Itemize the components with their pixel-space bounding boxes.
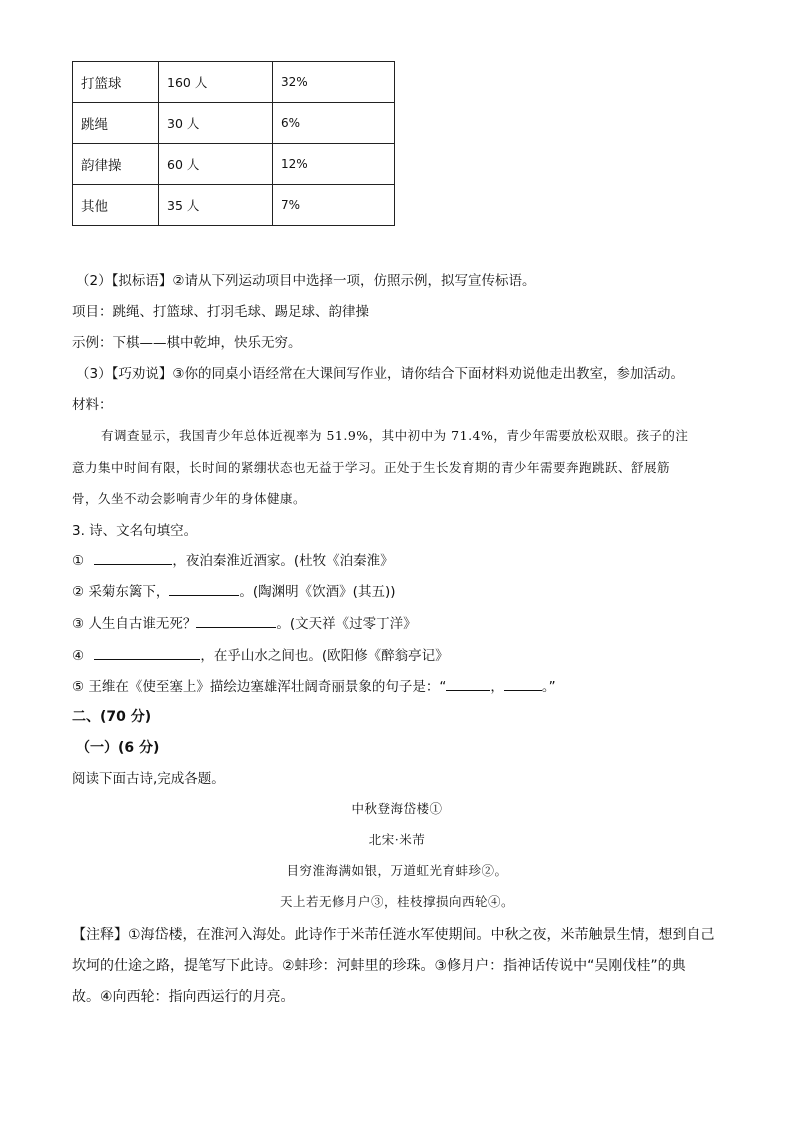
item-number: ⑤	[72, 679, 85, 695]
answer-blank[interactable]	[504, 678, 542, 691]
question-2-prompt: （2）【拟标语】②请从下列运动项目中选择一项，仿照示例，拟写宣传标语。	[76, 273, 536, 289]
poem-author: 北宋·米芾	[368, 832, 426, 847]
table-cell: 6%	[273, 103, 395, 144]
table-cell: 韵律操	[73, 144, 159, 185]
item-text: 。(陶渊明《饮酒》(其五))	[239, 584, 396, 600]
material-label: 材料：	[72, 397, 113, 413]
poem-line: 天上若无修月户③，桂枝撑损向西轮④。	[279, 894, 514, 909]
notes-line: 故。④向西轮：指向西运行的月亮。	[72, 989, 295, 1005]
question-3-prompt: （3）【巧劝说】③你的同桌小语经常在大课间写作业，请你结合下面材料劝说他走出教室，参加活动。	[76, 366, 684, 382]
item-text: 人生自古谁无死？	[88, 616, 197, 632]
item-number: ③	[72, 616, 85, 632]
poetry-heading: 3. 诗、文名句填空。	[72, 523, 198, 539]
answer-blank[interactable]	[94, 647, 200, 660]
section-2-title: 二、(70 分)	[72, 709, 152, 725]
table-row	[73, 144, 395, 185]
fill-item-1	[72, 549, 394, 569]
table-cell: 其他	[73, 185, 159, 226]
table-cell: 跳绳	[73, 103, 159, 144]
fill-item-2	[72, 580, 395, 600]
item-text: ，夜泊秦淮近酒家。(杜牧《泊秦淮》	[172, 553, 394, 569]
item-number: ①	[72, 553, 85, 569]
table-cell: 32%	[273, 62, 395, 103]
item-number: ④	[72, 648, 85, 664]
question-2-example: 示例：下棋——棋中乾坤，快乐无穷。	[72, 335, 302, 351]
answer-blank[interactable]	[196, 615, 276, 628]
table-row	[73, 103, 395, 144]
answer-blank[interactable]	[169, 583, 239, 596]
table-row	[73, 62, 395, 103]
material-text-line: 骨，久坐不动会影响青少年的身体健康。	[72, 491, 307, 506]
answer-blank[interactable]	[446, 678, 490, 691]
item-text: 王维在《使至塞上》描绘边塞雄浑壮阔奇丽景象的句子是：“	[88, 679, 447, 695]
item-text: ，在乎山水之间也。(欧阳修《醉翁亭记》	[200, 648, 449, 664]
notes-line: 坎坷的仕途之路，提笔写下此诗。②蚌珍：河蚌里的珍珠。③修月户：指神话传说中“吴刚伐桂”的典	[72, 958, 686, 974]
notes-line: 【注释】①海岱楼，在淮河入海处。此诗作于米芾任涟水军使期间。中秋之夜，米芾触景生情，想到自己	[72, 927, 715, 943]
item-text: 采菊东篱下，	[88, 584, 170, 600]
table-cell: 35 人	[159, 185, 273, 226]
table-cell: 打篮球	[73, 62, 159, 103]
poem-title: 中秋登海岱楼①	[351, 801, 443, 816]
item-text: 。”	[541, 679, 556, 695]
material-text-line: 有调查显示，我国青少年总体近视率为 51.9%，其中初中为 71.4%，青少年需要放松双眼。孩子的注	[101, 428, 689, 443]
statistics-table	[72, 61, 395, 226]
subsection-title: （一）(6 分)	[76, 740, 160, 756]
fill-item-5	[72, 675, 556, 695]
reading-instruction: 阅读下面古诗,完成各题。	[72, 771, 225, 787]
question-2-items: 项目：跳绳、打篮球、打羽毛球、踢足球、韵律操	[72, 304, 369, 320]
fill-item-3	[72, 612, 417, 632]
table-cell: 30 人	[159, 103, 273, 144]
material-text-line: 意力集中时间有限，长时间的紧绷状态也无益于学习。正处于生长发育期的青少年需要奔跑跳跃、舒展筋	[72, 460, 671, 475]
table-cell: 7%	[273, 185, 395, 226]
item-text: ，	[490, 679, 504, 695]
table-cell: 12%	[273, 144, 395, 185]
table-cell: 160 人	[159, 62, 273, 103]
answer-blank[interactable]	[94, 552, 172, 565]
fill-item-4	[72, 644, 449, 664]
item-text: 。(文天祥《过零丁洋》	[276, 616, 417, 632]
poem-line: 目穷淮海满如银，万道虹光育蚌珍②。	[286, 863, 508, 878]
table-cell: 60 人	[159, 144, 273, 185]
table-row	[73, 185, 395, 226]
item-number: ②	[72, 584, 85, 600]
